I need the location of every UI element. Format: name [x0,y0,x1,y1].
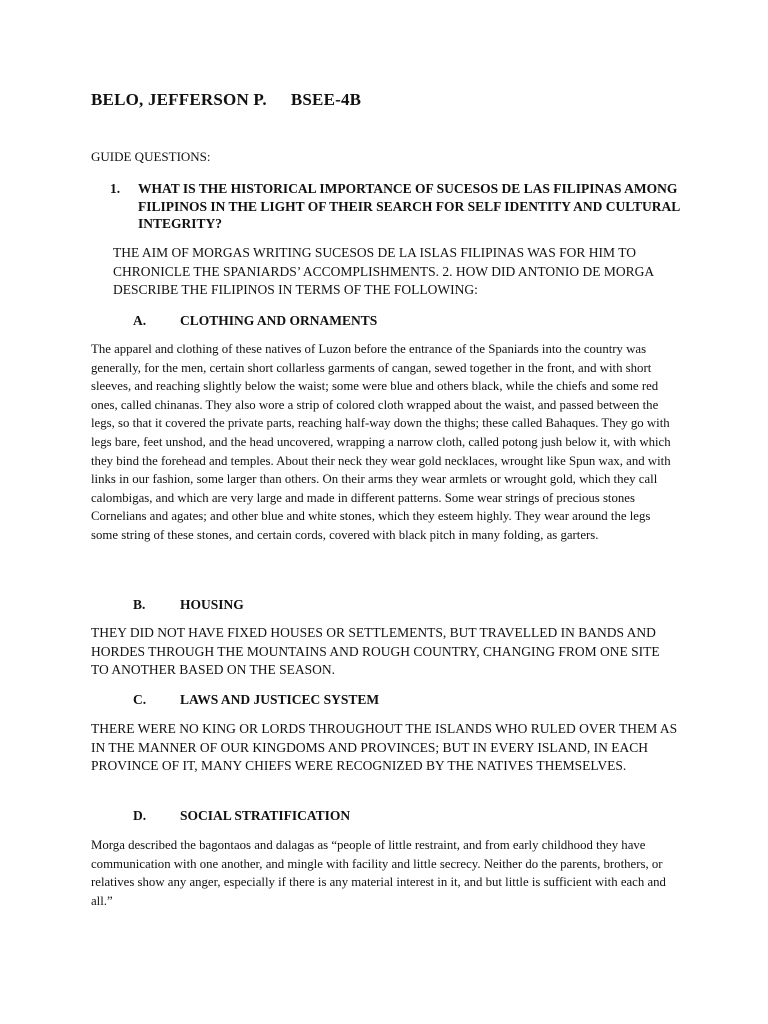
section-title: SOCIAL STRATIFICATION [180,808,351,823]
guide-questions-label: GUIDE QUESTIONS: [91,149,211,164]
section-title: LAWS AND JUSTICEC SYSTEM [180,692,380,707]
section-title: HOUSING [180,597,244,612]
social-stratification-paragraph: Morga described the bagontaos and dalagas as “people of little restraint, and from early childhood they have communication with one another, and mingle with facility and little secrecy. Neither do the parents, brothers, or relatives show any anger, especially if there is any material interest in it, and but little is sufficient with each and all.” [91,838,666,908]
section-heading-clothing [133,313,377,329]
section-title: CLOTHING AND ORNAMENTS [180,313,378,328]
section-heading-social [133,808,350,824]
question-text: WHAT IS THE HISTORICAL IMPORTANCE OF SUCESOS DE LAS FILIPINAS AMONG FILIPINOS IN THE LIGHT OF THEIR SEARCH FOR SELF IDENTITY AND CULTURAL INTEGRITY? [138,181,680,231]
student-header [91,90,361,110]
section-letter: C. [133,692,147,707]
housing-paragraph: THEY DID NOT HAVE FIXED HOUSES OR SETTLEMENTS, BUT TRAVELLED IN BANDS AND HORDES THROUGH THE MOUNTAINS AND ROUGH COUNTRY, CHANGING FROM ONE SITE TO ANOTHER BASED ON THE SEASON. [91,625,660,677]
student-name: BELO, JEFFERSON P. [91,90,267,109]
answer-1-paragraph: THE AIM OF MORGAS WRITING SUCESOS DE LA ISLAS FILIPINAS WAS FOR HIM TO CHRONICLE THE SPANIARDS’ ACCOMPLISHMENTS. 2. HOW DID ANTONIO DE MORGA DESCRIBE THE FILIPINOS IN TERMS OF THE FOLLOWING: [113,245,654,297]
course-section: BSEE-4B [290,90,362,109]
section-heading-housing [133,597,244,613]
section-heading-laws [133,692,379,708]
question-1 [110,180,700,233]
question-number: 1. [110,181,121,196]
section-letter: D. [133,808,147,823]
section-letter: B. [133,597,146,612]
clothing-paragraph: The apparel and clothing of these natives of Luzon before the entrance of the Spaniards into the country was generally, for the men, certain short collarless garments of cangan, sewed together in the front, and with short sleeves, and reaching slightly below the waist; some were blue and others black, while the chiefs and some red ones, called chinanas. They also wore a strip of colored cloth wrapped about the waist, and passed between the legs, so that it covered the private parts, reaching half-way down the thighs; these called Bahaques. They go with legs bare, feet unshod, and the head uncovered, wrapping a narrow cloth, called potong jush below it, with which they bind the forehead and temples. About their neck they wear gold necklaces, wrought like Spun wax, and with links in our fashion, some larger than others. On their arms they wear armlets or wrought gold, which they call calombigas, and which are very large and made in different patterns. Some wear strings of precious stones Cornelians and agates; and other blue and white stones, which they esteem highly. They wear around the legs some string of these stones, and certain cords, covered with black pitch in many folding, as garters. [91,342,671,542]
laws-paragraph: THERE WERE NO KING OR LORDS THROUGHOUT THE ISLANDS WHO RULED OVER THEM AS IN THE MANNER OF OUR KINGDOMS AND PROVINCES; BUT IN EVERY ISLAND, IN EACH PROVINCE OF IT, MANY CHIEFS WERE RECOGNIZED BY THE NATIVES THEMSELVES. [91,721,678,773]
section-letter: A. [133,313,147,328]
